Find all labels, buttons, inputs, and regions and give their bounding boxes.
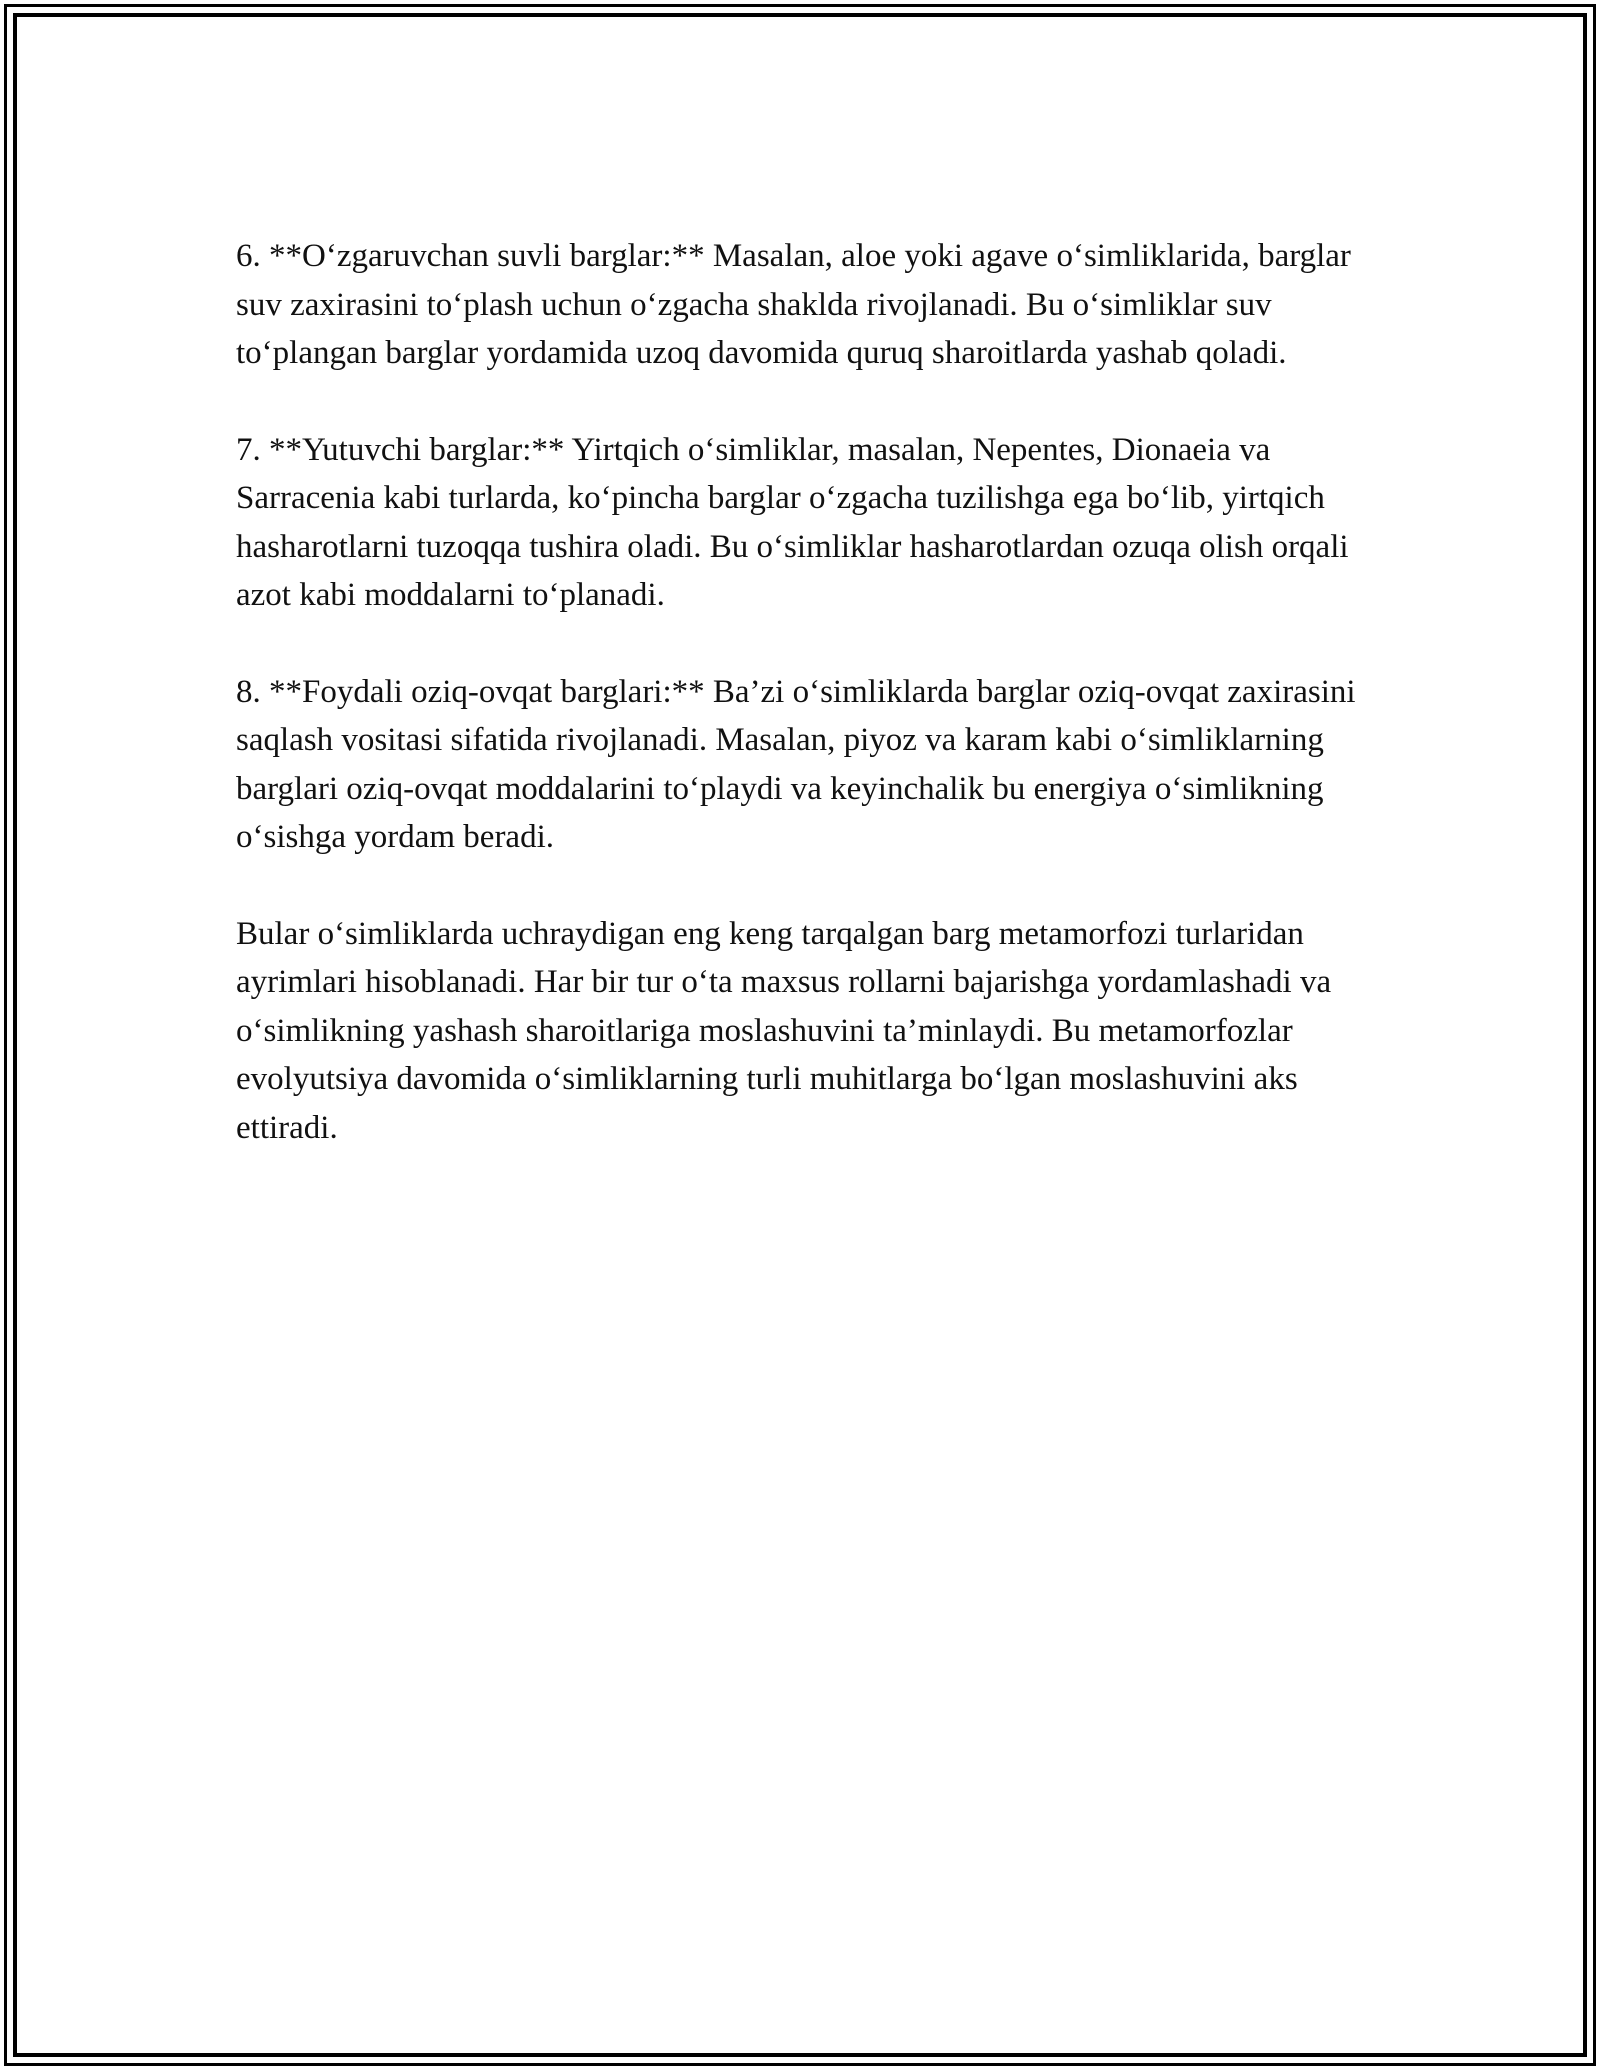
document-body (236, 232, 1386, 1200)
paragraph-succulent-leaves: 6. **O‘zgaruvchan suvli barglar:** Masalan, aloe yoki agave o‘simliklarida, barglar suv zaxirasini to‘plash uchun o‘zgacha shaklda rivojlanadi. Bu o‘simliklar suv to‘plangan barglar yordamida uzoq davomida quruq sharoitlarda yashab qoladi. (236, 238, 1351, 371)
paragraph-summary: Bular o‘simliklarda uchraydigan eng keng tarqalgan barg metamorfozi turlaridan ayrimlari hisoblanadi. Har bir tur o‘ta maxsus rollarni bajarishga yordamlashadi va o‘simlikning yashash sharoitlariga moslashuvini ta’minlaydi. Bu metamorfozlar evolyutsiya davomida o‘simliklarning turli muhitlarga bo‘lgan moslashuvini aks ettiradi. (236, 915, 1332, 1146)
paragraph-storage-leaves: 8. **Foydali oziq-ovqat barglari:** Ba’zi o‘simliklarda barglar oziq-ovqat zaxirasini saqlash vositasi sifatida rivojlanadi. Masalan, piyoz va karam kabi o‘simliklarning barglari oziq-ovqat moddalarini to‘playdi va keyinchalik bu energiya o‘simlikning o‘sishga yordam beradi. (236, 673, 1356, 855)
paragraph-trapping-leaves: 7. **Yutuvchi barglar:** Yirtqich o‘simliklar, masalan, Nepentes, Dionaeia va Sarracenia kabi turlarda, ko‘pincha barglar o‘zgacha tuzilishga ega bo‘lib, yirtqich hasharotlarni tuzoqqa tushira oladi. Bu o‘simliklar hasharotlardan ozuqa olish orqali azot kabi moddalarni to‘planadi. (236, 431, 1349, 613)
